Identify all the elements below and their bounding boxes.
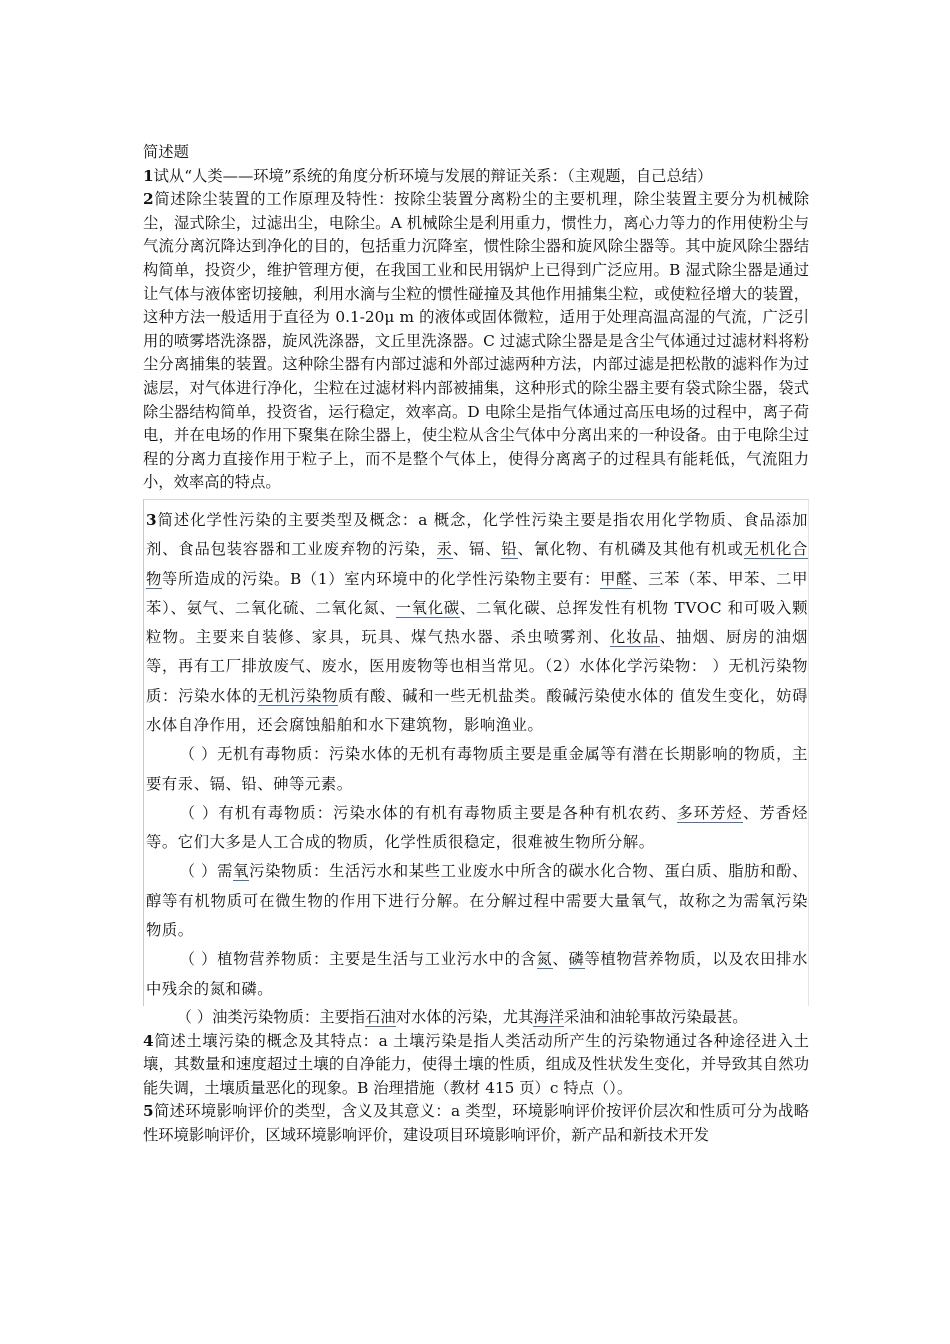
link-wuji-huahewu[interactable]: 无机化合物 [146, 540, 808, 588]
document-page [143, 141, 809, 1148]
link-dan[interactable]: 氮 [536, 950, 553, 969]
link-lin[interactable]: 磷 [568, 950, 585, 969]
question-3: 3简述化学性污染的主要类型及概念：a 概念，化学性污染主要是指农用化学物质、食品添加剂、食品包装容器和工业废弃物的污染，汞、镉、铅、氰化物、有机磷及其他有机或无机化合物等所造成的污染。B（1）室内环境中的化学性污染物主要有：甲醛、三苯（苯、甲苯、二甲苯）、氨气、二氧化硫、二氧化氮、一氧化碳、二氧化碳、总挥发性有机物 TVOC 和可吸入颗粒物。主要来自装修、家具，玩具、煤气热水器、杀虫喷雾剂、化妆品、抽烟、厨房的油烟等，再有工厂排放废气、废水，医用废物等也相当常见。（2）水体化学污染物： ）无机污染物质：污染水体的无机污染物质有酸、碱和一些无机盐类。酸碱污染使水体的 值发生变化，妨碍水体自净作用，还会腐蚀船舶和水下建筑物，影响渔业。 [146, 510, 808, 734]
link-shiyou[interactable]: 石油 [365, 1007, 396, 1026]
link-qian[interactable]: 铅 [501, 540, 518, 559]
question-4: 4简述土壤污染的概念及其特点：a 土壤污染是指人类活动所产生的污染物通过各种途径进入土壤，其数量和速度超过土壤的自净能力，使得土壤的性质，组成及性状发生变化，并导致其自然功能失调，土壤质量恶化的现象。B 治理措施（教材 415 页）c 特点（）。 [143, 1031, 809, 1097]
link-yang[interactable]: 氧 [233, 862, 250, 881]
link-gong[interactable]: 汞 [436, 540, 453, 559]
question-1: 1试从“人类——环境”系统的角度分析环境与发展的辩证关系：（主观题，自己总结） [143, 166, 713, 185]
link-yiyanghuatan[interactable]: 一氧化碳 [395, 598, 460, 617]
link-jiaquan[interactable]: 甲醛 [600, 569, 633, 588]
water-pollutant-3: （ ）有机有毒物质：污染水体的有机有毒物质主要是各种有机农药、多环芳烃、芳香烃等。它们大多是人工合成的物质，化学性质很稳定，很难被生物所分解。 [146, 803, 809, 852]
question-3-box [143, 499, 809, 1006]
question-2: 2简述除尘装置的工作原理及特性：按除尘装置分离粉尘的主要机理，除尘装置主要分为机械除尘，湿式除尘，过滤出尘，电除尘。A 机械除尘是利用重力，惯性力，离心力等力的作用使粉尘与气流分离沉降达到净化的目的，包括重力沉降室，惯性除尘器和旋风除尘器等。其中旋风除尘器结构简单，投资少，维护管理方便，在我国工业和民用锅炉上已得到广泛应用。B 湿式除尘器是通过让气体与液体密切接触，利用水滴与尘粒的惯性碰撞及其他作用捕集尘粒，或使粒径增大的装置，这种方法一般适用于直径为 0.1-20μ m 的液体或固体微粒，适用于处理高温高湿的气流，广泛引用的喷雾塔洗涤器，旋风洗涤器，文丘里洗涤器。C 过滤式除尘器是是含尘气体通过过滤材料将粉尘分离捕集的装置。这种除尘器有内部过滤和外部过滤两种方法，内部过滤是把松散的滤料作为过滤层，对气体进行净化，尘粒在过滤材料内部被捕集，这种形式的除尘器主要有袋式除尘器，袋式除尘器结构简单，投资省，运行稳定，效率高。D 电除尘是指气体通过高压电场的过程中，离子荷电，并在电场的作用下聚集在除尘器上，使尘粒从含尘气体中分离出来的一种设备。由于电除尘过程的分离力直接作用于粒子上，而不是整个气体上，使得分离离子的过程具有能耗低，气流阻力小，效率高的特点。 [143, 190, 809, 492]
water-pollutant-6: （ ）油类污染物质：主要指石油对水体的污染，尤其海洋采油和油轮事故污染最甚。 [176, 1007, 748, 1026]
link-huazhuangpin[interactable]: 化妆品 [609, 628, 660, 647]
link-duohuanfangting[interactable]: 多环芳烃 [677, 803, 743, 822]
water-pollutant-5: （ ）植物营养物质：主要是生活与工业污水中的含氮、磷等植物营养物质，以及农田排水中残余的氮和磷。 [146, 950, 809, 998]
link-wuji-wuranwu[interactable]: 无机污染物 [258, 686, 339, 705]
link-haiyang[interactable]: 海洋 [533, 1007, 564, 1026]
water-pollutant-4: （ ）需氧污染物质：生活污水和某些工业废水中所含的碳水化合物、蛋白质、脂肪和酚、醇等有机物质可在微生物的作用下进行分解。在分解过程中需要大量氧气，故称之为需氧污染物质。 [146, 862, 808, 940]
question-5: 5简述环境影响评价的类型，含义及其意义：a 类型，环境影响评价按评价层次和性质可分为战略性环境影响评价，区域环境影响评价，建设项目环境影响评价，新产品和新技术开发 [143, 1102, 809, 1144]
after-box [143, 1006, 809, 1148]
water-pollutant-2: （ ）无机有毒物质：污染水体的无机有毒物质主要是重金属等有潜在长期影响的物质，主要有汞、镉、铅、砷等元素。 [146, 745, 808, 793]
section-heading: 简述题 [143, 143, 189, 161]
